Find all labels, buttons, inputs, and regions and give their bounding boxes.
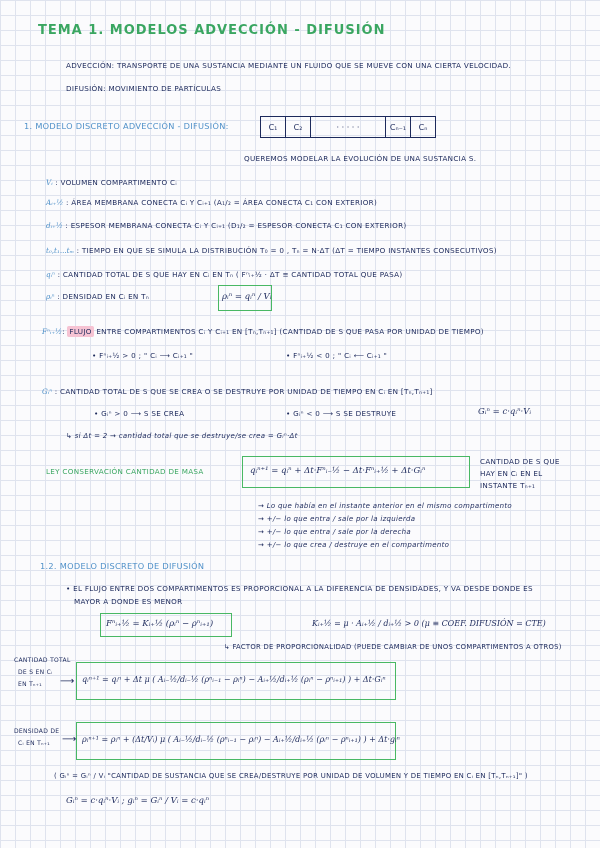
arrow-q-icon: ⟶ [60,676,75,687]
factor-note: ↳ FACTOR DE PROPORCIONALIDAD (PUEDE CAMBIAR DE UNOS COMPARTIMENTOS A OTROS) [224,643,562,651]
ley-label: LEY CONSERVACIÓN CANTIDAD DE MASA [46,467,204,476]
ley-item-4: → +/− lo que crea / destruye en el compartimento [258,541,450,549]
k-formula: Kᵢ₊½ = μ · Aᵢ₊½ / dᵢ₊½ > 0 (μ ≡ COEF. DIFUSIÓN = CTE) [312,619,546,628]
cell-ellipsis: · · · · · [311,117,386,137]
cell-c2: C₂ [286,117,311,137]
label-rho-2: Cᵢ EN Tₙ₊₁ [18,740,50,747]
flujo-positive: • Fⁿᵢ₊½ > 0 ; " Cᵢ ⟶ Cᵢ₊₁ " [92,351,194,360]
g-note: ↳ si Δt = 2 → cantidad total que se destruye/se crea = Gᵢⁿ·Δt [66,432,298,440]
def-difusion: DIFUSIÓN: MOVIMIENTO DE PARTÍCULAS [66,84,222,93]
ley-formula: qᵢⁿ⁺¹ = qᵢⁿ + Δt·Fⁿᵢ₋½ − Δt·Fⁿᵢ₊½ + Δt·Gᵢⁿ [250,466,426,476]
difusion-bullet-1: • EL FLUJO ENTRE DOS COMPARTIMENTOS ES PROPORCIONAL A LA DIFERENCIA DE DENSIDADES, Y VA DESDE DONDE ES [66,584,533,593]
flujo-highlight: FLUJO [69,327,92,336]
rho-update-formula: ρᵢⁿ⁺¹ = ρᵢⁿ + (Δt/Vᵢ) μ ( Aᵢ₋½/dᵢ₋½ (ρⁿᵢ₋₁ − ρᵢⁿ) − Aᵢ₊½/dᵢ₊½ (ρᵢⁿ − ρⁿᵢ₊₁) ) + Δt·gᵢⁿ [82,735,400,744]
var-a: Aᵢ₊½ : ÁREA MEMBRANA CONECTA Cᵢ Y Cᵢ₊₁ (A₁/₂ = ÁREA CONECTA C₁ CON EXTERIOR) [46,198,378,207]
intro-text: QUEREMOS MODELAR LA EVOLUCIÓN DE UNA SUSTANCIA S. [244,154,477,163]
compartment-cells [260,116,436,138]
var-v: Vᵢ : VOLUMEN COMPARTIMENTO Cᵢ [46,178,177,187]
def-adveccion: ADVECCIÓN: TRANSPORTE DE UNA SUSTANCIA MEDIANTE UN FLUIDO QUE SE MUEVE CON UNA CIERTA VELOCIDAD. [66,61,512,70]
label-q-3: EN Tₙ₊₁ [18,681,42,688]
ley-item-3: → +/− lo que entra / sale por la derecha [258,528,411,536]
g-def: Gᵢⁿ : CANTIDAD TOTAL DE S QUE SE CREA O SE DESTRUYE POR UNIDAD DE TIEMPO EN Cᵢ EN [Tₙ,Tₙ₊₁] [42,387,433,396]
ley-side-3: INSTANTE Tₙ₊₁ [480,481,536,490]
var-q: qᵢⁿ : CANTIDAD TOTAL DE S QUE HAY EN Cᵢ EN Tₙ ( Fⁿᵢ₊½ · ΔT ≡ CANTIDAD TOTAL QUE PASA) [46,270,403,279]
flujo-negative: • Fⁿᵢ₊½ < 0 ; " Cᵢ ⟵ Cᵢ₊₁ " [286,351,388,360]
ley-item-1: → Lo que había en el instante anterior en el mismo compartimento [258,502,512,510]
section2-heading: 1.2. MODELO DISCRETO DE DIFUSIÓN [40,561,205,571]
cell-cn: Cₙ [418,122,428,132]
section1-heading: 1. MODELO DISCRETO ADVECCIÓN - DIFUSIÓN: [24,121,229,131]
f-formula: Fⁿᵢ₊½ = Kᵢ₊½ (ρᵢⁿ − ρⁿᵢ₊₁) [106,619,214,629]
arrow-rho-icon: ⟶ [62,734,77,745]
q-formula: qᵢⁿ⁺¹ = qᵢⁿ + Δt μ ( Aᵢ₋½/dᵢ₋½ (ρⁿᵢ₋₁ − ρᵢⁿ) − Aᵢ₊½/dᵢ₊½ (ρᵢⁿ − ρⁿᵢ₊₁) ) + Δt·Gᵢⁿ [82,675,386,684]
flujo-def: Fⁿᵢ₊½: FLUJO ENTRE COMPARTIMENTOS Cᵢ Y Cᵢ₊₁ EN [Tₙ,Tₙ₊₁] (CANTIDAD DE S QUE PASA POR UNIDAD DE TIEMPO) [42,327,484,336]
difusion-bullet-2: MAYOR A DONDE ES MENOR [74,597,183,606]
var-d: dᵢ₊½ : ESPESOR MEMBRANA CONECTA Cᵢ Y Cᵢ₊₁ (D₁/₂ = ESPESOR CONECTA C₁ CON EXTERIOR) [46,221,407,230]
var-t: t₀,t₁...tₘ : TIEMPO EN QUE SE SIMULA LA DISTRIBUCIÓN T₀ = 0 , Tₙ = N·ΔT (ΔT = TIEMPO INSTANTES CONSECUTIVOS) [46,246,497,255]
cell-c1: C₁ [261,117,286,137]
g-positive: • Gᵢⁿ > 0 ⟶ S SE CREA [94,409,185,418]
rho-formula: ρᵢⁿ = qᵢⁿ / Vᵢ [222,292,272,302]
g-small-def: ( Gᵢⁿ = Gᵢⁿ / Vᵢ "CANTIDAD DE SUSTANCIA QUE SE CREA/DESTRUYE POR UNIDAD DE VOLUMEN Y DE TIEMPO EN Cᵢ EN [Tₙ,Tₙ₊₁]" ) [54,772,528,780]
g-negative: • Gᵢⁿ < 0 ⟶ S SE DESTRUYE [286,409,397,418]
cell-cn-1: Cₙ₋₁ [386,117,411,137]
label-q-1: CANTIDAD TOTAL [14,657,71,664]
ley-side-2: HAY EN Cᵢ EN EL [480,469,543,478]
ley-side-1: CANTIDAD DE S QUE [480,457,560,466]
label-q-2: DE S EN Cᵢ [18,669,53,676]
g-formula: Gᵢⁿ = c·qᵢⁿ·Vᵢ [478,407,532,417]
ley-item-2: → +/− lo que entra / sale por la izquierda [258,515,416,523]
final-formula: Gᵢⁿ = c·qᵢⁿ·Vᵢ ; gᵢⁿ = Gᵢⁿ / Vᵢ = c·qᵢⁿ [66,796,210,806]
label-rho-1: DENSIDAD DE [14,728,60,735]
var-rho: ρᵢⁿ : DENSIDAD EN Cᵢ EN Tₙ [46,292,150,301]
page-title: TEMA 1. MODELOS ADVECCIÓN - DIFUSIÓN [38,23,386,38]
